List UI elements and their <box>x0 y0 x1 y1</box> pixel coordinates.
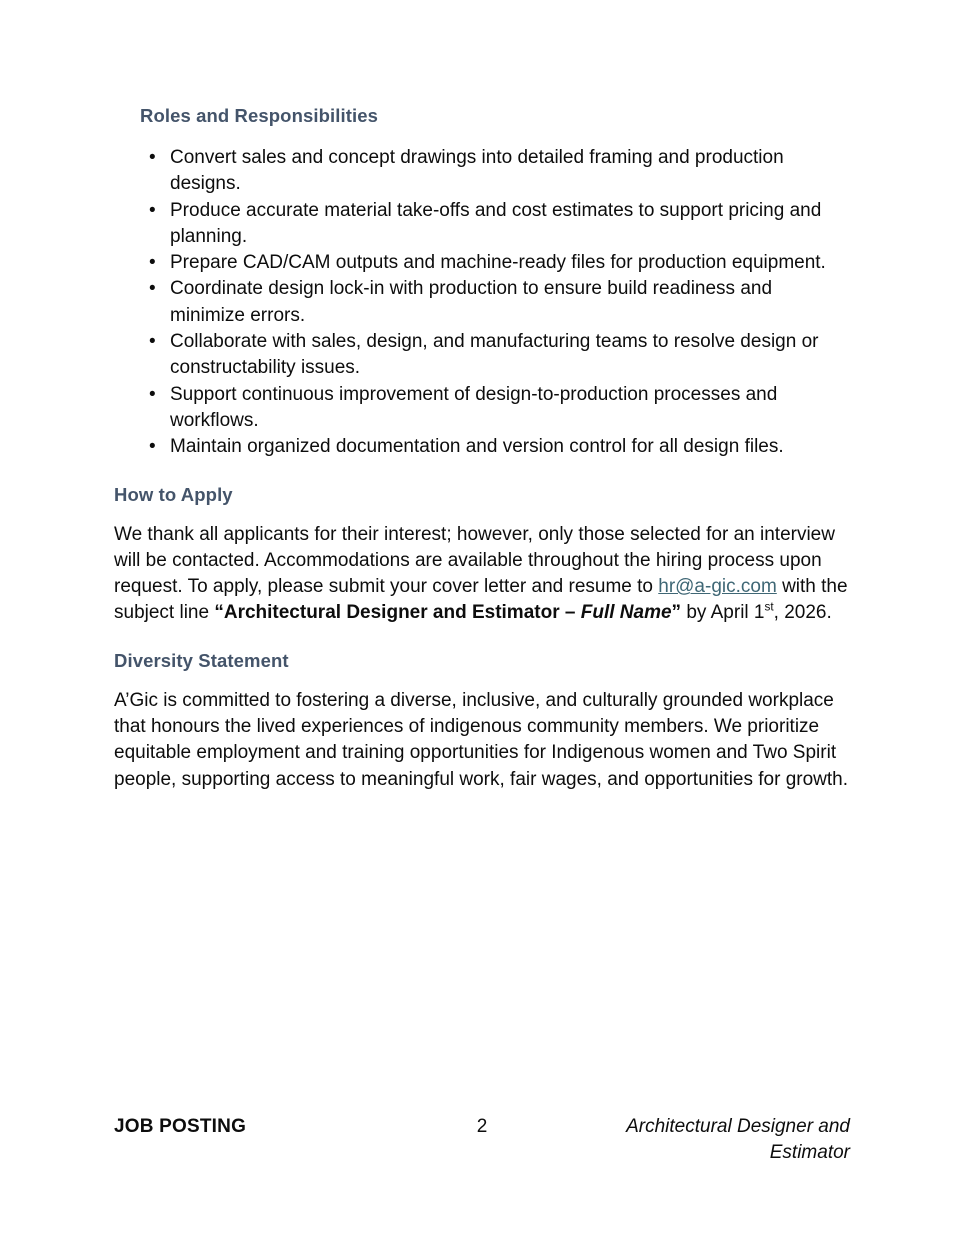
subject-line-full-name: Full Name <box>580 602 672 624</box>
bullet-icon: • <box>149 436 156 458</box>
deadline-suffix: , 2026. <box>773 602 832 624</box>
list-item-text: Maintain organized documentation and version control for all design files. <box>170 436 784 458</box>
list-item <box>114 145 850 198</box>
list-item <box>114 434 850 460</box>
subject-quote-close: ” <box>671 602 682 624</box>
bullet-icon: • <box>149 252 156 274</box>
footer-document-type: JOB POSTING <box>114 1116 247 1137</box>
deadline-prefix: by April 1 <box>681 602 765 624</box>
heading-diversity-statement: Diversity Statement <box>114 649 289 671</box>
document-content <box>114 104 850 793</box>
footer-page-number: 2 <box>476 1116 488 1137</box>
footer-job-title: Architectural Designer and Estimator <box>626 1116 850 1163</box>
bullet-icon: • <box>149 199 156 221</box>
heading-how-to-apply: How to Apply <box>114 483 233 505</box>
list-item <box>114 329 850 382</box>
roles-responsibilities-list <box>114 145 850 461</box>
list-item <box>114 198 850 251</box>
list-item-text: Convert sales and concept drawings into detailed framing and production designs. <box>170 147 784 195</box>
list-item <box>114 250 850 276</box>
bullet-icon: • <box>149 331 156 353</box>
page-footer <box>114 1114 850 1174</box>
subject-line-bold: Architectural Designer and Estimator – <box>223 602 581 624</box>
how-to-apply-text-after-link: with the subject line <box>114 576 848 624</box>
how-to-apply-paragraph <box>114 522 850 627</box>
list-item-text: Produce accurate material take-offs and cost estimates to support pricing and planning. <box>170 199 822 247</box>
deadline-ordinal-suffix: st <box>764 601 774 615</box>
list-item-text: Prepare CAD/CAM outputs and machine-ready files for production equipment. <box>170 252 826 274</box>
list-item-text: Support continuous improvement of design-to-production processes and workflows. <box>170 383 778 431</box>
bullet-icon: • <box>149 278 156 300</box>
email-link[interactable]: hr@a-gic.com <box>658 576 777 598</box>
list-item-text: Collaborate with sales, design, and manufacturing teams to resolve design or constructability issues. <box>170 331 819 379</box>
list-item <box>114 382 850 435</box>
how-to-apply-text-before-link: We thank all applicants for their interest; however, only those selected for an interview will be contacted. Accommodations are available throughout the hiring process upon request. To apply, please submit your cover letter and resume to <box>114 523 835 598</box>
list-item <box>114 276 850 329</box>
subject-quote-open: “ <box>214 602 224 624</box>
list-item-text: Coordinate design lock-in with production to ensure build readiness and minimize errors. <box>170 278 773 326</box>
bullet-icon: • <box>149 383 156 405</box>
bullet-icon: • <box>149 147 156 168</box>
diversity-statement-paragraph: A’Gic is committed to fostering a diverse, inclusive, and culturally grounded workplace that honours the lived experiences of indigenous community members. We prioritize equitable employment and training opportunities for Indigenous women and Two Spirit people, supporting access to meaningful work, fair wages, and opportunities for growth. <box>114 689 849 790</box>
heading-roles-and-responsibilities: Roles and Responsibilities <box>140 105 379 126</box>
